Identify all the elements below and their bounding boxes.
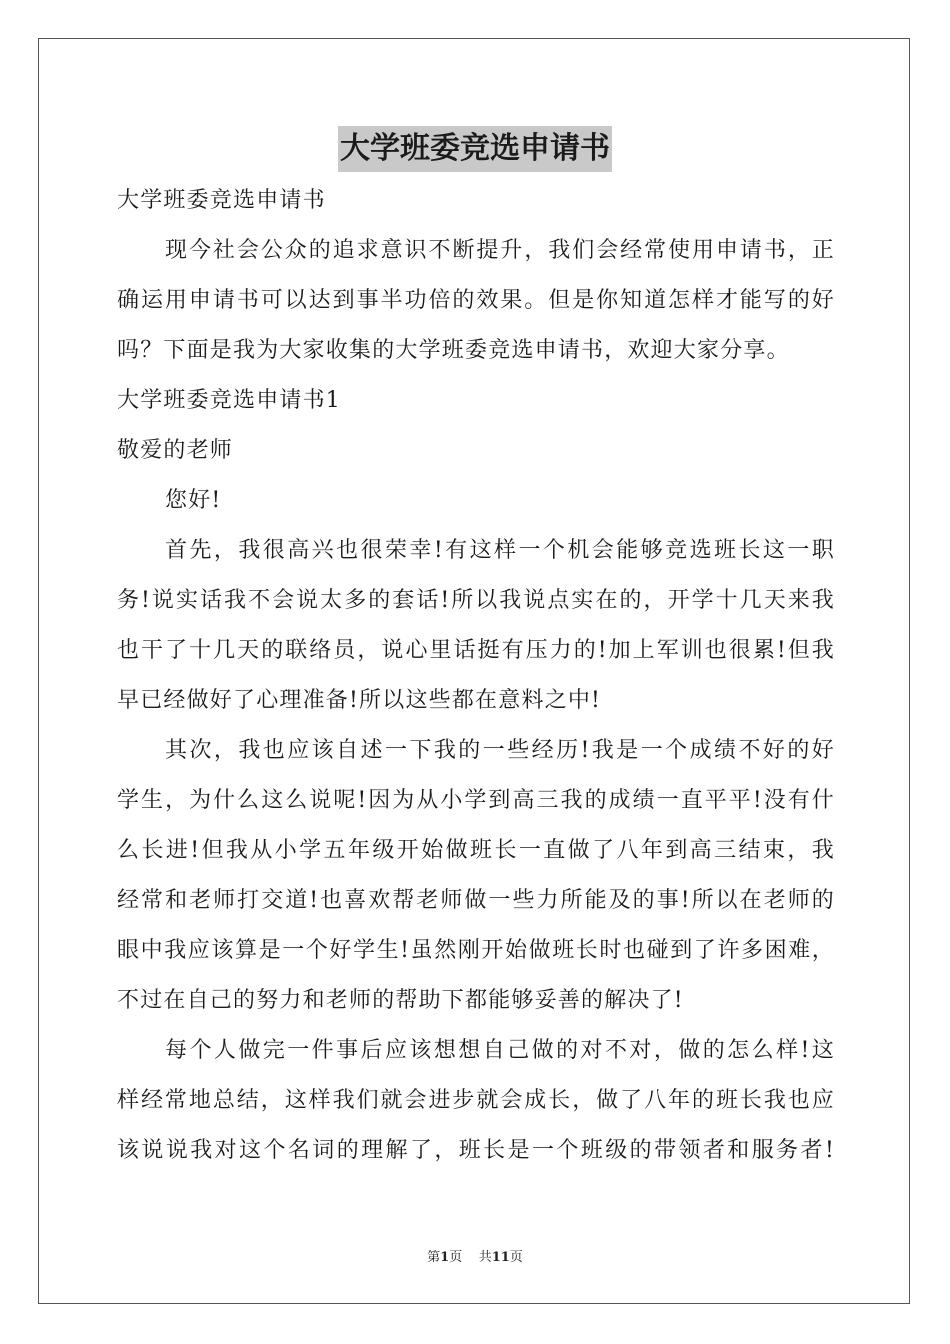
footer-page-suffix: 页 [449,1250,463,1265]
paragraph-line: 也干了十几天的联络员，说心里话挺有压力的!加上军训也很累!但我 [117,638,835,663]
document-subtitle: 大学班委竞选申请书 [117,188,326,213]
paragraph-line: 早已经做好了心理准备!所以这些都在意料之中! [117,688,602,713]
greeting-paragraph [117,476,835,526]
paragraph-2 [117,726,835,1026]
page-footer [0,1246,950,1265]
footer-page-current: 1 [440,1250,450,1265]
paragraph-line: 么长进!但我从小学五年级开始做班长一直做了八年到高三结束，我 [117,838,835,863]
paragraph-3 [117,1026,835,1176]
document-body [117,176,835,1176]
paragraph-line: 务!说实话我不会说太多的套话!所以我说点实在的，开学十几天来我 [117,588,835,613]
footer-page-total: 11 [491,1250,510,1265]
section-heading: 大学班委竞选申请书1 [117,388,341,413]
title-wrap [0,126,950,172]
paragraph-line: 该说说我对这个名词的理解了，班长是一个班级的带领者和服务者! [117,1138,835,1163]
greeting: 您好! [165,488,222,513]
intro-line: 吗？下面是我为大家收集的大学班委竞选申请书，欢迎大家分享。 [117,338,790,363]
paragraph-line: 每个人做完一件事后应该想想自己做的对不对，做的怎么样!这 [165,1038,835,1063]
paragraph-line: 不过在自己的努力和老师的帮助下都能够妥善的解决了! [117,988,684,1013]
paragraph-line: 学生，为什么这么说呢!因为从小学到高三我的成绩一直平平!没有什 [117,788,835,813]
paragraph-line: 样经常地总结，这样我们就会进步就会成长，做了八年的班长我也应 [117,1088,835,1113]
paragraph-1 [117,526,835,726]
intro-paragraph [117,226,835,376]
paragraph-line: 眼中我应该算是一个好学生!虽然刚开始做班长时也碰到了许多困难， [117,938,835,963]
paragraph-line: 经常和老师打交道!也喜欢帮老师做一些力所能及的事!所以在老师的 [117,888,835,913]
footer-page-prefix: 第 [427,1250,441,1265]
salutation: 敬爱的老师 [117,438,234,463]
paragraph-line: 其次，我也应该自述一下我的一些经历!我是一个成绩不好的好 [165,738,835,763]
paragraph-line: 首先，我很高兴也很荣幸!有这样一个机会能够竞选班长这一职 [165,538,835,563]
footer-total-suffix: 页 [509,1250,523,1265]
document-title: 大学班委竞选申请书 [338,126,612,172]
intro-line: 确运用申请书可以达到事半功倍的效果。但是你知道怎样才能写的好 [117,288,835,313]
intro-line: 现今社会公众的追求意识不断提升，我们会经常使用申请书，正 [165,238,835,263]
footer-total-prefix: 共 [478,1250,492,1265]
